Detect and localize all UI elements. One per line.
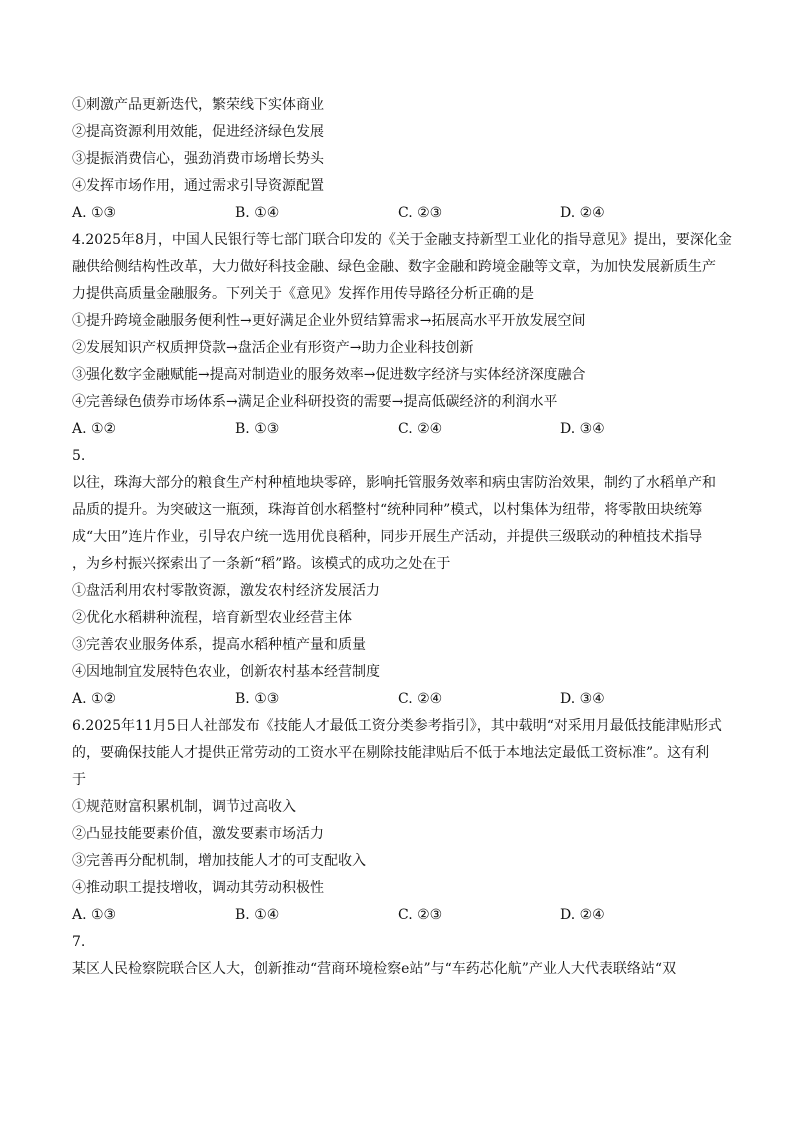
question-4	[72, 227, 732, 443]
question-5	[72, 443, 722, 713]
q6-stem-line-3: 于	[72, 772, 86, 788]
q4-item-1: ①提升跨境金融服务便利性→更好满足企业外贸结算需求→拓展高水平开放发展空间	[72, 313, 586, 329]
q4-stem-line-3: 力提供高质量金融服务。下列关于《意见》发挥作用传导路径分析正确的是	[72, 286, 534, 302]
q4-option-c: C. ②④	[398, 421, 443, 437]
q6-stem-line-1: 6.2025年11月5日人社部发布《技能人才最低工资分类参考指引》，其中载明“对采用月最低技能津贴形式	[72, 718, 722, 734]
question-3	[72, 92, 722, 227]
q5-item-1: ①盘活利用农村零散资源，激发农村经济发展活力	[72, 583, 380, 599]
q4-option-b: B. ①③	[235, 421, 280, 437]
q5-stem-line-1: 以往，珠海大部分的粮食生产村种植地块零碎，影响托管服务效率和病虫害防治效果，制约了水稻单产和	[72, 475, 716, 491]
q7-number: 7.	[72, 934, 86, 950]
q5-option-d: D. ③④	[560, 691, 605, 707]
q3-option-a: A. ①③	[72, 205, 117, 221]
q5-item-2: ②优化水稻耕种流程，培育新型农业经营主体	[72, 610, 352, 626]
q5-option-a: A. ①②	[72, 691, 117, 707]
q5-item-3: ③完善农业服务体系，提高水稻种植产量和质量	[72, 637, 366, 653]
q6-item-1: ①规范财富积累机制，调节过高收入	[72, 799, 296, 815]
q6-option-a: A. ①③	[72, 907, 117, 923]
q5-option-b: B. ①③	[235, 691, 280, 707]
question-6	[72, 713, 722, 929]
q4-option-d: D. ③④	[560, 421, 605, 437]
q4-option-a: A. ①②	[72, 421, 117, 437]
q4-options	[72, 416, 722, 443]
q3-item-2: ②提高资源利用效能，促进经济绿色发展	[72, 124, 324, 140]
q6-item-2: ②凸显技能要素价值，激发要素市场活力	[72, 826, 324, 842]
q5-stem-line-3: 成“大田”连片作业，引导农户统一选用优良稻种，同步开展生产活动，并提供三级联动的种植技术指导	[72, 529, 703, 545]
q5-number: 5.	[72, 448, 86, 464]
q4-stem-line-2: 融供给侧结构性改革，大力做好科技金融、绿色金融、数字金融和跨境金融等文章，为加快发展新质生产	[72, 259, 716, 275]
q6-stem-line-2: 的，要确保技能人才提供正常劳动的工资水平在剔除技能津贴后不低于本地法定最低工资标准”。这有利	[72, 745, 710, 761]
q7-stem-line-1: 某区人民检察院联合区人大，创新推动“营商环境检察e站”与“车药芯化航”产业人大代表联络站“双	[72, 961, 677, 977]
q3-options	[72, 200, 722, 227]
exam-page	[72, 92, 732, 983]
q3-item-1: ①刺激产品更新迭代，繁荣线下实体商业	[72, 97, 324, 113]
question-7	[72, 929, 722, 983]
q5-options	[72, 686, 722, 713]
q4-item-3: ③强化数字金融赋能→提高对制造业的服务效率→促进数字经济与实体经济深度融合	[72, 367, 586, 383]
q3-option-c: C. ②③	[398, 205, 443, 221]
q3-item-3: ③提振消费信心，强劲消费市场增长势头	[72, 151, 324, 167]
q6-options	[72, 902, 722, 929]
q6-option-c: C. ②③	[398, 907, 443, 923]
q6-option-b: B. ①④	[235, 907, 280, 923]
q5-stem-line-2: 品质的提升。为突破这一瓶颈，珠海首创水稻整村“统种同种”模式，以村集体为纽带，将零散田块统筹	[72, 502, 703, 518]
q3-option-b: B. ①④	[235, 205, 280, 221]
q5-option-c: C. ②④	[398, 691, 443, 707]
q6-item-4: ④推动职工提技增收，调动其劳动积极性	[72, 880, 324, 896]
q4-item-4: ④完善绿色债券市场体系→满足企业科研投资的需要→提高低碳经济的利润水平	[72, 394, 558, 410]
q3-option-d: D. ②④	[560, 205, 605, 221]
q3-item-4: ④发挥市场作用，通过需求引导资源配置	[72, 178, 324, 194]
q6-item-3: ③完善再分配机制，增加技能人才的可支配收入	[72, 853, 366, 869]
q5-item-4: ④因地制宜发展特色农业，创新农村基本经营制度	[72, 664, 380, 680]
q5-stem-line-4: ，为乡村振兴探索出了一条新“稻”路。该模式的成功之处在于	[72, 556, 451, 572]
q4-item-2: ②发展知识产权质押贷款→盘活企业有形资产→助力企业科技创新	[72, 340, 474, 356]
q4-stem-line-1: 4.2025年8月，中国人民银行等七部门联合印发的《关于金融支持新型工业化的指导意见》提出，要深化金	[72, 232, 732, 248]
q6-option-d: D. ②④	[560, 907, 605, 923]
